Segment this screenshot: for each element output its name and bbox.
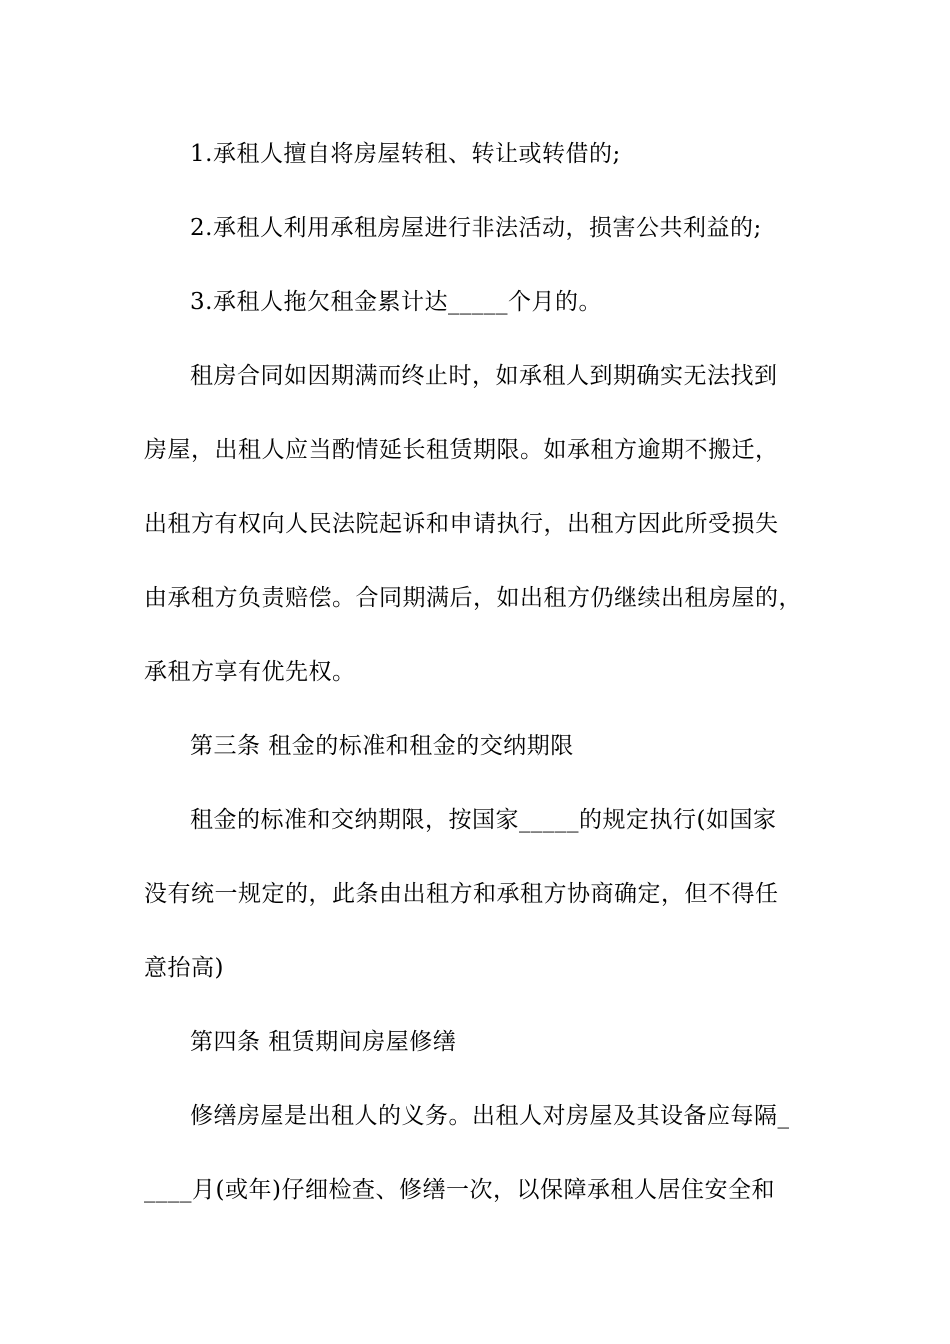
paragraph-line: 房屋，出租人应当酌情延长租赁期限。如承租方逾期不搬迁， [144,437,779,463]
paragraph-line: 由承租方负责赔偿。合同期满后，如出租方仍继续出租房屋的， [144,585,802,611]
section-heading-3: 第三条 租金的标准和租金的交纳期限 [190,733,574,759]
paragraph-line: ____月(或年)仔细检查、修缮一次，以保障承租人居住安全和 [144,1177,775,1203]
paragraph-line: 承租方享有优先权。 [144,659,356,685]
clause-item-2: 2.承租人利用承租房屋进行非法活动，损害公共利益的; [190,215,762,241]
section-heading-4: 第四条 租赁期间房屋修缮 [190,1029,457,1055]
paragraph-line: 租房合同如因期满而终止时，如承租人到期确实无法找到 [190,363,778,389]
paragraph-line: 租金的标准和交纳期限，按国家_____的规定执行(如国家 [190,807,777,833]
paragraph-line: 出租方有权向人民法院起诉和申请执行，出租方因此所受损失 [144,511,779,537]
paragraph-line: 意抬高) [144,955,224,981]
clause-item-1: 1.承租人擅自将房屋转租、转让或转借的; [190,141,621,167]
paragraph-line: 没有统一规定的，此条由出租方和承租方协商确定，但不得任 [144,881,779,907]
clause-item-3: 3.承租人拖欠租金累计达_____个月的。 [190,289,602,315]
paragraph-line: 修缮房屋是出租人的义务。出租人对房屋及其设备应每隔_ [190,1103,790,1129]
